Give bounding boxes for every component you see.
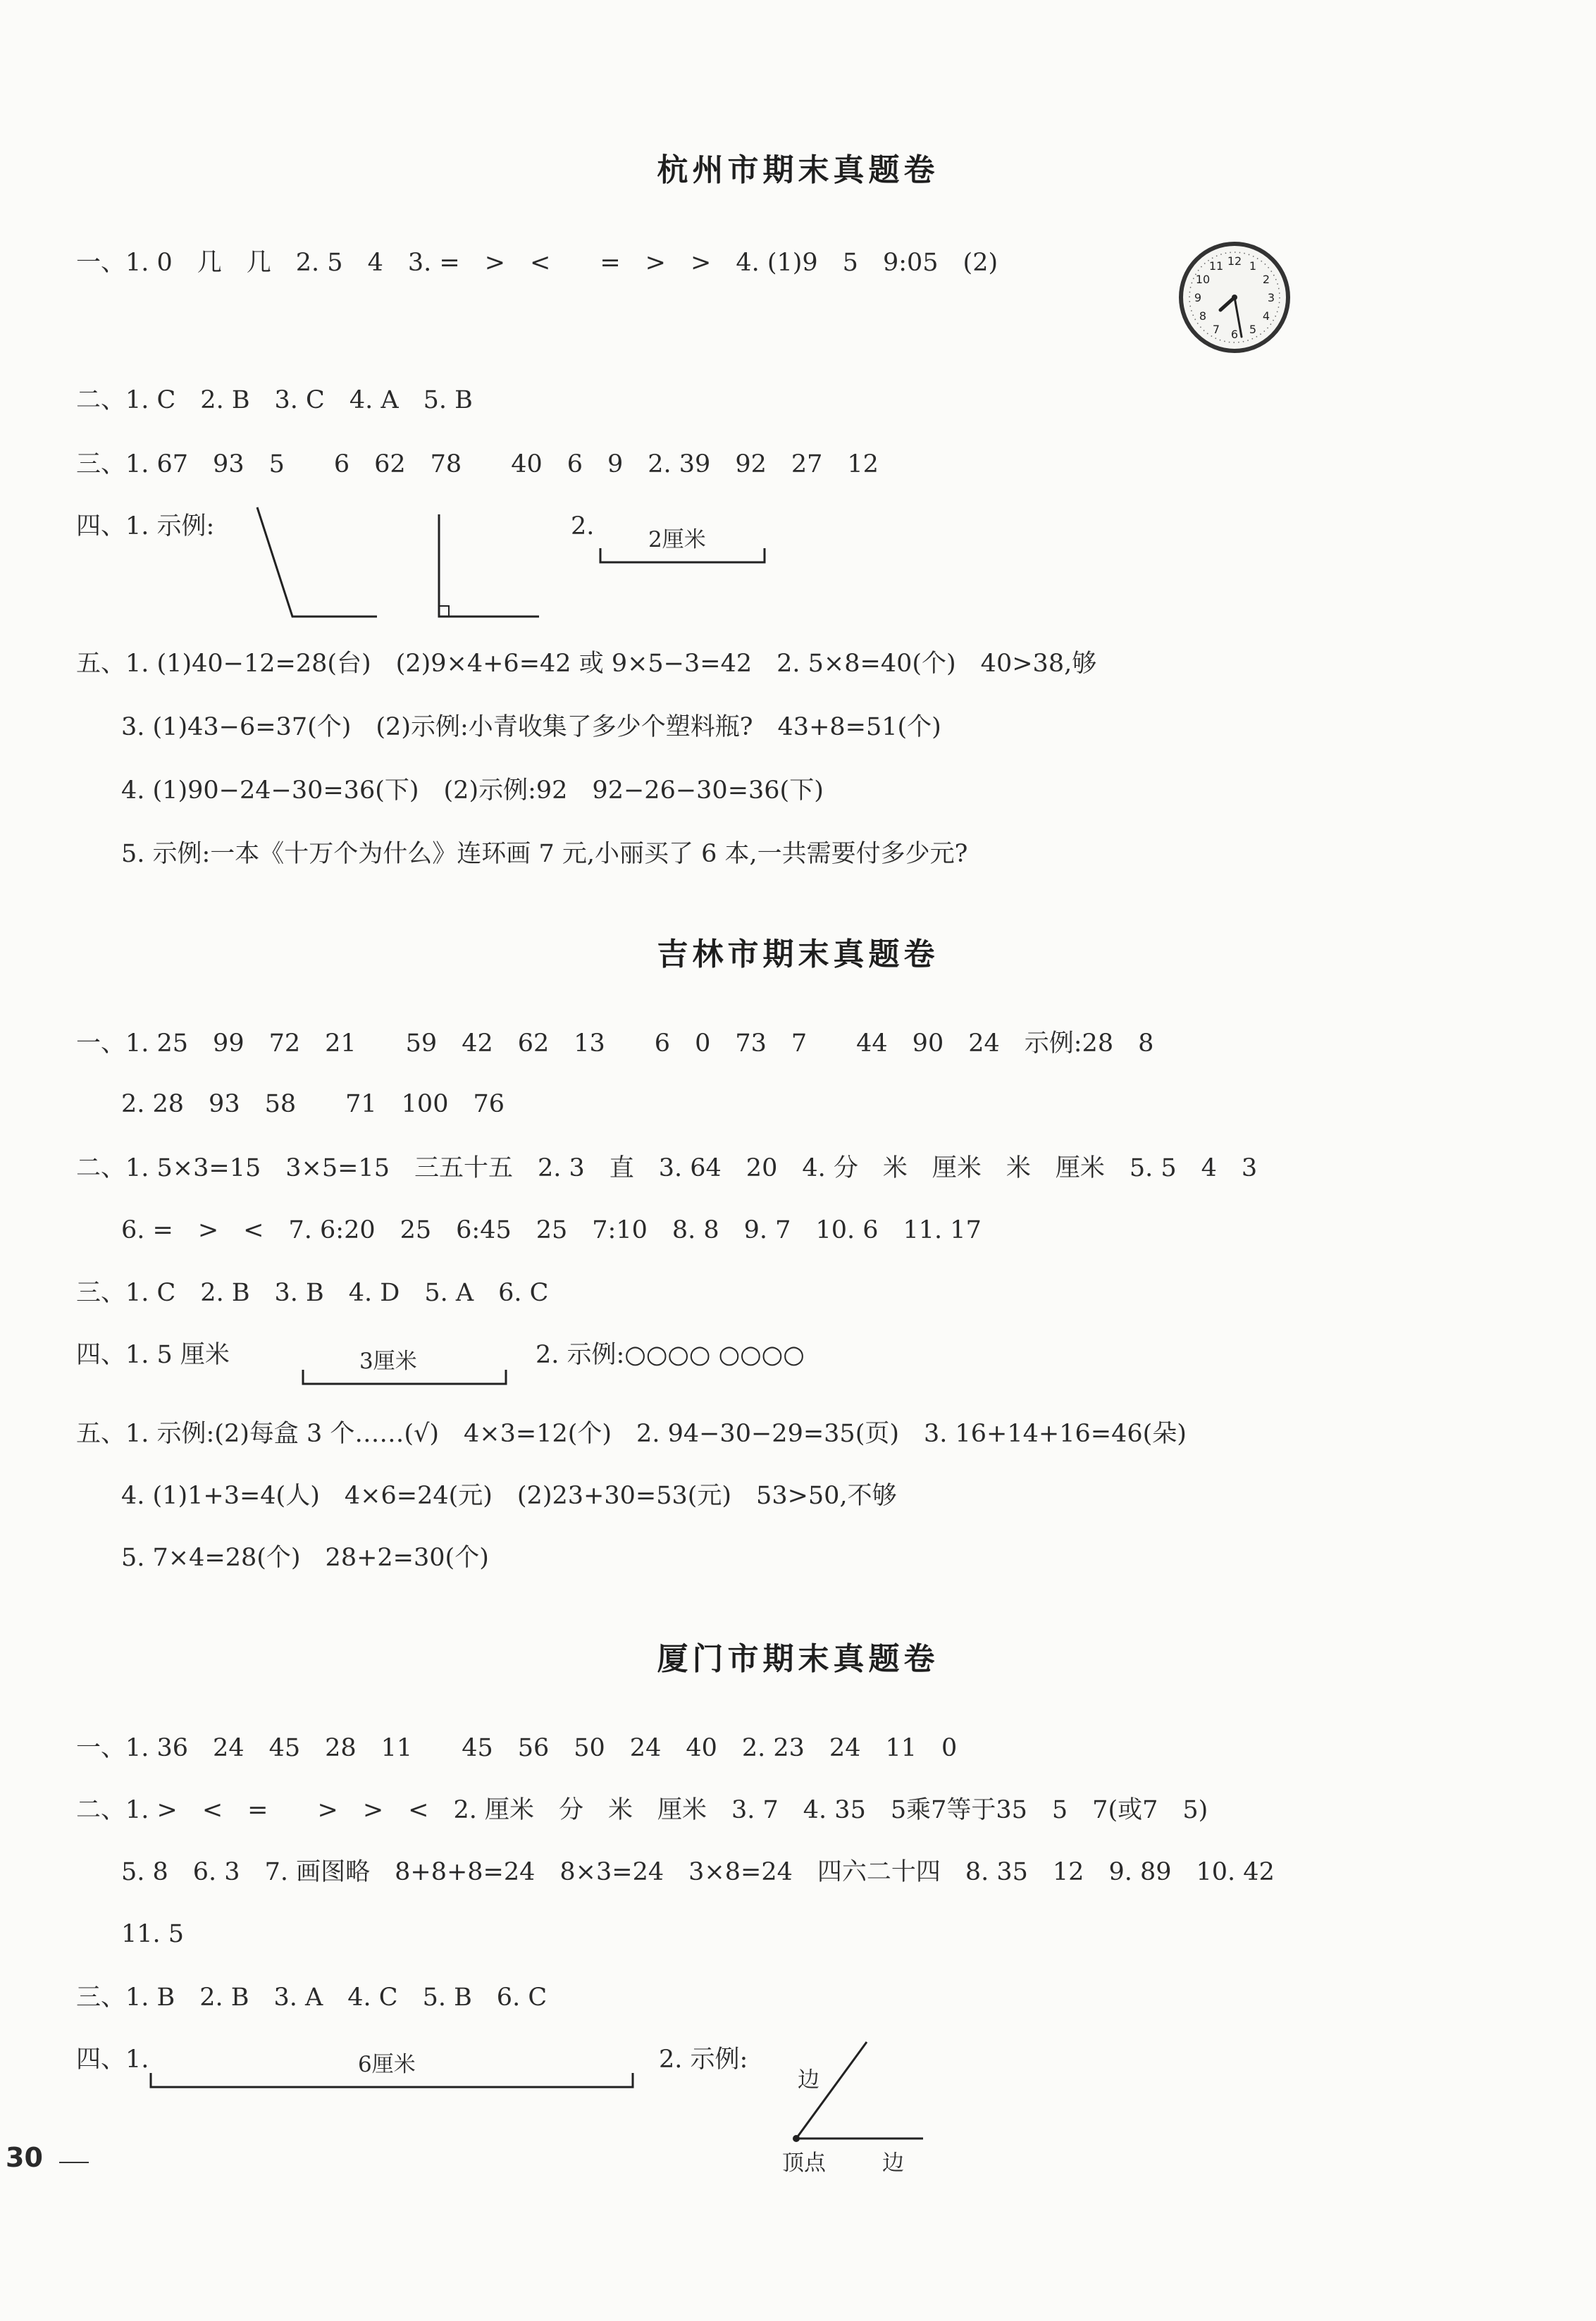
answer-line: 2. <box>571 512 595 540</box>
section-title-xiamen: 厦门市期末真题卷 <box>657 1641 939 1677</box>
page-number-dash <box>59 2162 89 2163</box>
answer-line: 一、1. 25 99 72 21 59 42 62 13 6 0 73 7 44 90 24 示例:28 8 <box>76 1029 1154 1058</box>
clock-number: 7 <box>1212 323 1220 336</box>
answer-line: 五、1. (1)40−12=28(台) (2)9×4+6=42 或 9×5−3=42 2. 5×8=40(个) 40>38,够 <box>76 650 1097 678</box>
segment-label: 2厘米 <box>648 527 706 552</box>
segment-label: 6厘米 <box>358 2052 416 2077</box>
answer-line: 5. 示例:一本《十万个为什么》连环画 7 元,小丽买了 6 本,一共需要付多少元? <box>121 840 968 868</box>
answer-line: 2. 示例:○○○○ ○○○○ <box>536 1341 805 1369</box>
angle-side-label: 边 <box>798 2067 819 2093</box>
answer-line: 11. 5 <box>121 1920 185 1948</box>
angle-figure <box>250 500 546 627</box>
answer-line: 三、1. 67 93 5 6 62 78 40 6 9 2. 39 92 27 12 <box>76 450 879 478</box>
answer-line: 三、1. B 2. B 3. A 4. C 5. B 6. C <box>76 1983 548 2012</box>
answer-line: 2. 示例: <box>659 2045 748 2074</box>
angle-vertex-label: 顶点 <box>782 2150 826 2176</box>
clock-number: 10 <box>1195 273 1211 286</box>
answer-line: 4. (1)90−24−30=36(下) (2)示例:92 92−26−30=36(下) <box>121 776 824 805</box>
page-number: 30 <box>6 2142 43 2173</box>
clock-number: 6 <box>1230 328 1239 341</box>
answer-line: 二、1. C 2. B 3. C 4. A 5. B <box>76 386 473 414</box>
clock-number: 1 <box>1249 259 1257 273</box>
angle-side-label: 边 <box>882 2150 904 2176</box>
answer-line: 5. 8 6. 3 7. 画图略 8+8+8=24 8×3=24 3×8=24 四六二十四 8. 35 12 9. 89 10. 42 <box>121 1858 1275 1886</box>
answer-line: 二、1. 5×3=15 3×5=15 三五十五 2. 3 直 3. 64 20 4. 分 米 厘米 米 厘米 5. 5 4 3 <box>76 1154 1258 1182</box>
clock-number: 3 <box>1267 291 1275 304</box>
answer-line: 三、1. C 2. B 3. B 4. D 5. A 6. C <box>76 1279 549 1307</box>
answer-line: 2. 28 93 58 71 100 76 <box>121 1090 505 1118</box>
answer-line: 3. (1)43−6=37(个) (2)示例:小青收集了多少个塑料瓶? 43+8=51(个) <box>121 713 941 741</box>
clock-number: 11 <box>1208 259 1224 273</box>
answer-line: 四、1. <box>76 2045 149 2074</box>
answer-line: 一、1. 0 几 几 2. 5 4 3. = > < = > > 4. (1)9 5 9:05 (2) <box>76 249 998 277</box>
answer-line: 4. (1)1+3=4(人) 4×6=24(元) (2)23+30=53(元) 53>50,不够 <box>121 1482 897 1510</box>
answer-line: 一、1. 36 24 45 28 11 45 56 50 24 40 2. 23 24 11 0 <box>76 1734 958 1762</box>
segment-label: 3厘米 <box>359 1349 417 1374</box>
answer-line: 五、1. 示例:(2)每盒 3 个……(√) 4×3=12(个) 2. 94−30−29=35(页) 3. 16+14+16=46(朵) <box>76 1420 1187 1448</box>
answer-line: 二、1. > < = > > < 2. 厘米 分 米 厘米 3. 7 4. 35 5乘7等于35 5 7(或7 5) <box>76 1796 1208 1824</box>
clock-icon <box>1178 240 1291 356</box>
answer-line: 5. 7×4=28(个) 28+2=30(个) <box>121 1544 489 1572</box>
section-title-jilin: 吉林市期末真题卷 <box>657 936 939 972</box>
clock-number: 2 <box>1262 273 1270 286</box>
clock-number: 8 <box>1199 309 1207 323</box>
answer-line: 四、1. 5 厘米 <box>76 1341 230 1369</box>
clock-number: 9 <box>1194 291 1202 304</box>
answer-line: 四、1. 示例: <box>76 512 215 540</box>
section-title-hangzhou: 杭州市期末真题卷 <box>657 152 939 188</box>
clock-number: 12 <box>1227 254 1242 268</box>
clock-number: 5 <box>1249 323 1257 336</box>
clock-number: 4 <box>1262 309 1270 323</box>
answer-line: 6. = > < 7. 6:20 25 6:45 25 7:10 8. 8 9. 7 10. 6 11. 17 <box>121 1216 982 1244</box>
